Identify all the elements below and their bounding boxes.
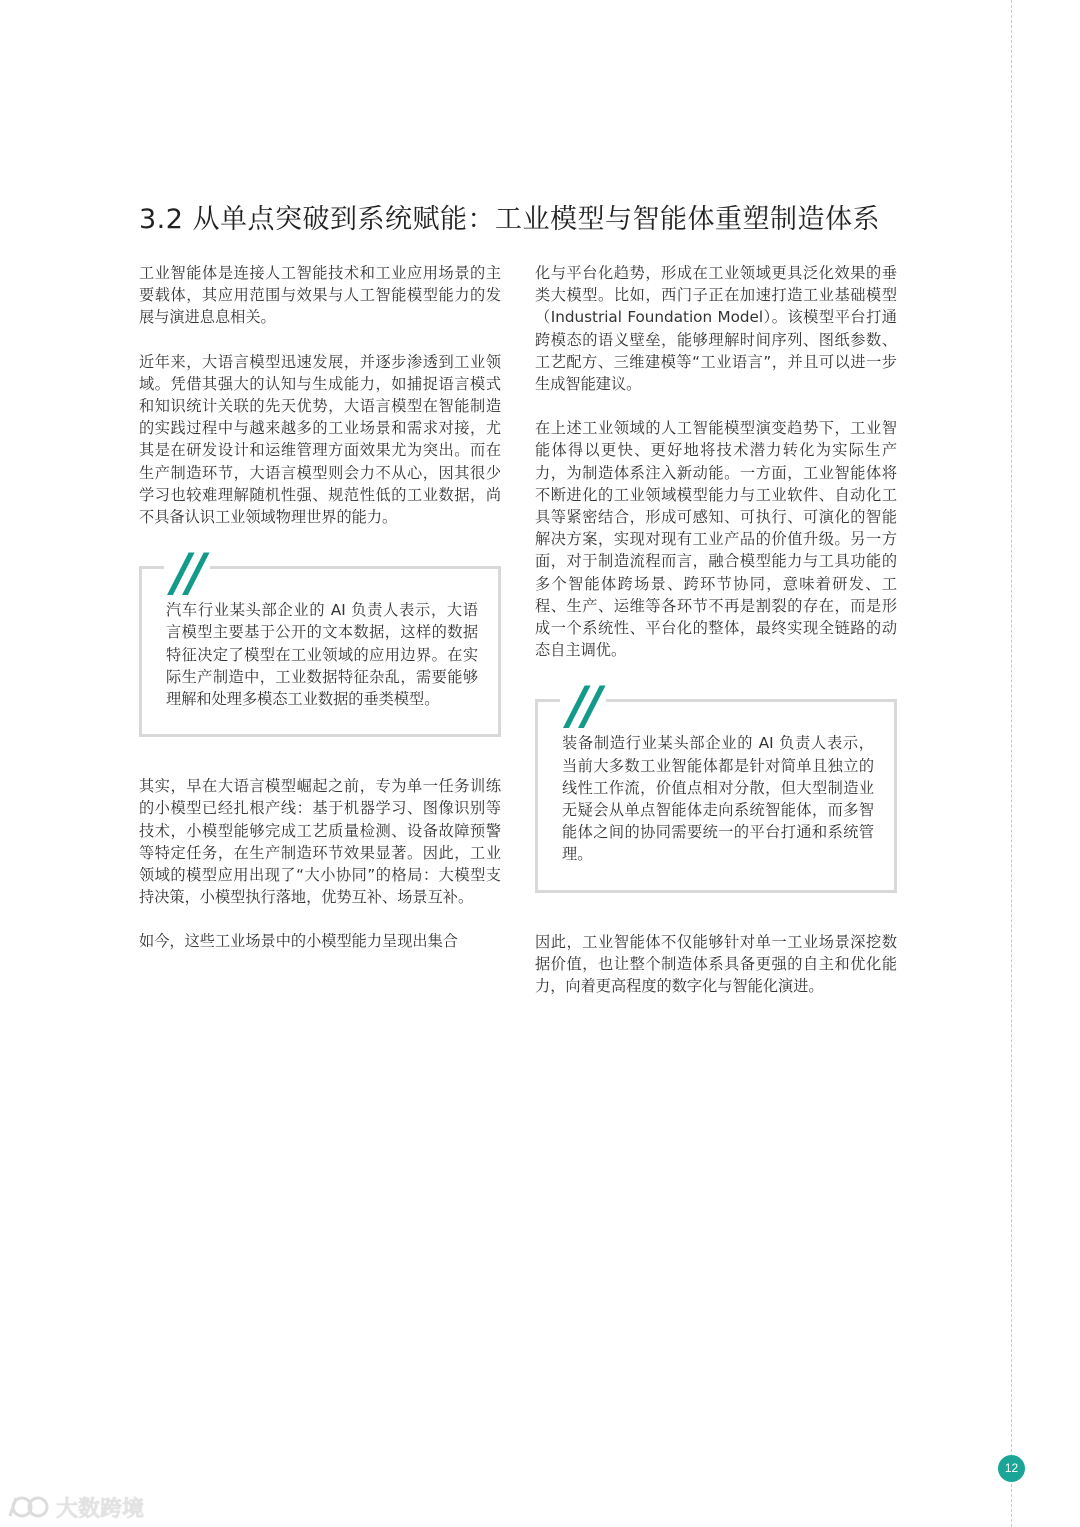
paragraph: 如今，这些工业场景中的小模型能力呈现出集合 [139, 932, 458, 951]
quote-text: 装备制造行业某头部企业的 AI 负责人表示，当前大多数工业智能体都是针对简单且独立的线性工作流，价值点相对分散，但大型制造业无疑会从单点智能体走向系统智能体，而多智能体之间的协同需要统一的平台打通和系统管理。 [562, 734, 874, 864]
right-column [535, 262, 897, 997]
paragraph: 其实，早在大语言模型崛起之前，专为单一任务训练的小模型已经扎根产线：基于机器学习、图像识别等技术，小模型能够完成工艺质量检测、设备故障预警等特定任务，在生产制造环节效果显著。因此，工业领域的模型应用出现了“大小协同”的格局：大模型支持决策，小模型执行落地，优势互补、场景互补。 [139, 777, 501, 907]
left-column [139, 262, 501, 953]
watermark-text: 大数跨境 [56, 1496, 145, 1522]
quote-text: 汽车行业某头部企业的 AI 负责人表示，大语言模型主要基于公开的文本数据，这样的数据特征决定了模型在工业领域的应用边界。在实际生产制造中，工业数据特征杂乱，需要能够理解和处理多模态工业数据的垂类模型。 [166, 601, 478, 709]
paragraph: 因此，工业智能体不仅能够针对单一工业场景深挖数据价值，也让整个制造体系具备更强的自主和优化能力，向着更高程度的数字化与智能化演进。 [535, 932, 897, 996]
quote-mark-icon: // [164, 553, 210, 593]
paragraph: 在上述工业领域的人工智能模型演变趋势下，工业智能体得以更快、更好地将技术潜力转化为实际生产力，为制造体系注入新动能。一方面，工业智能体将不断进化的工业领域模型能力与工业软件、自动化工具等紧密结合，形成可感知、可执行、可演化的智能解决方案，实现对现有工业产品的价值升级。另一方面，对于制造流程而言，融合模型能力与工具功能的多个智能体跨场景、跨环节协同，意味着研发、工程、生产、运维等各环节不再是割裂的存在，而是形成一个系统性、平台化的整体，最终实现全链路的动态自主调优。 [535, 419, 897, 660]
section-title: 3.2 从单点突破到系统赋能：工业模型与智能体重塑制造体系 [139, 204, 881, 235]
margin-dotted-rule [1011, 0, 1012, 1527]
page-number-badge: 12 [998, 1455, 1025, 1482]
quote-mark-icon: // [560, 686, 606, 726]
quote-box [535, 676, 897, 892]
paragraph: 工业智能体是连接人工智能技术和工业应用场景的主要载体，其应用范围与效果与人工智能模型能力的发展与演进息息相关。 [139, 264, 501, 327]
watermark [8, 1490, 144, 1524]
paragraph: 化与平台化趋势，形成在工业领域更具泛化效果的垂类大模型。比如，西门子正在加速打造工业基础模型（Industrial Foundation Model）。该模型平台打通跨模态的语义壁垒，能够理解时间序列、图纸参数、工艺配方、三维建模等“工业语言”，并且可以进一步生成智能建议。 [535, 264, 897, 394]
watermark-logo-icon [8, 1494, 52, 1520]
paragraph: 近年来，大语言模型迅速发展，并逐步渗透到工业领域。凭借其强大的认知与生成能力，如捕捉语言模式和知识统计关联的先天优势，大语言模型在智能制造的实践过程中与越来越多的工业场景和需求对接，尤其是在研发设计和运维管理方面效果尤为突出。而在生产制造环节，大语言模型则会力不从心，因其很少学习也较难理解随机性强、规范性低的工业数据，尚不具备认识工业领域物理世界的能力。 [139, 352, 501, 527]
quote-box [139, 543, 501, 737]
